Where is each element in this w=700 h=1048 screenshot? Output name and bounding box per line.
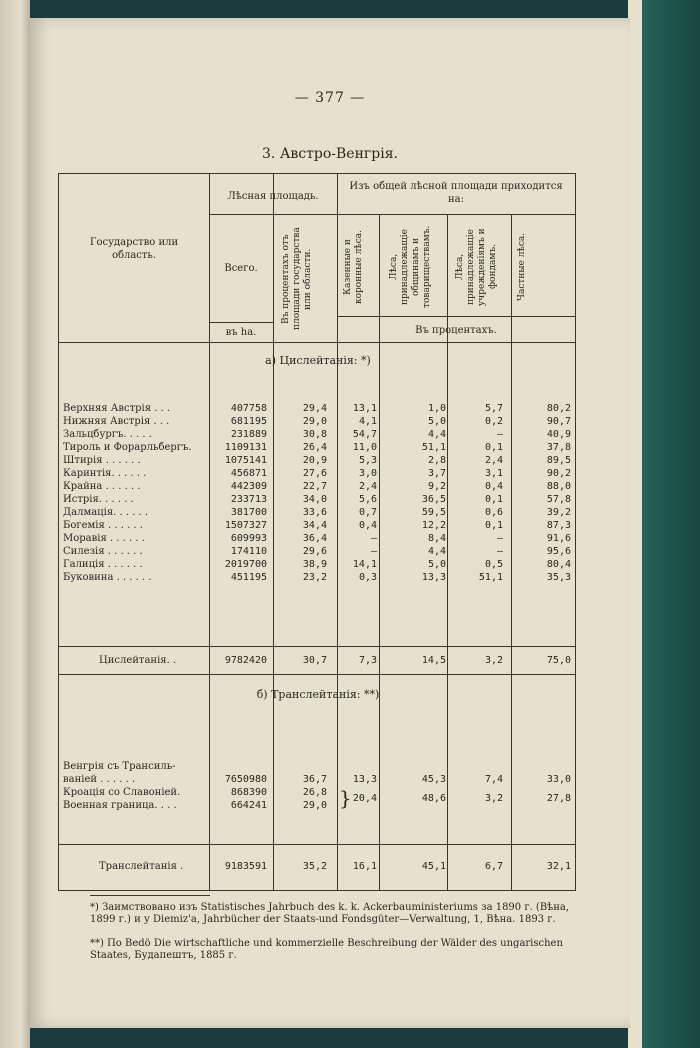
cell-p4: 35,3 [546,572,571,583]
cell-name: Военная граница. . . . [63,800,177,811]
section-b-total-row: Транслейтанія . 9183591 35,2 16,1 45,1 6,7 32,1 [99,861,571,872]
cell-area: 233713 [230,494,267,505]
cell-p3: 7,4 [484,774,503,785]
cell-name: Нижняя Австрія . . . [63,416,170,427]
cell-p4: 90,2 [546,468,571,479]
cell-p4: 88,0 [546,481,571,492]
cell-p1: 5,6 [358,494,377,505]
section-a-label: а) Цислейтанія: *) [265,354,371,367]
cell-p3: — [496,429,503,440]
cell-p1: 0,7 [358,507,377,518]
table-row [59,493,577,506]
header-pct-area: Въ процентахъ отъ площади государства или области. [281,227,313,331]
cell-pct: 26,8 [302,787,327,798]
cell-p2: 59,5 [421,507,446,518]
cell-pct: 26,4 [302,442,327,453]
cell-area: 407758 [230,403,267,414]
cell-name: Далмація. . . . . . [63,507,149,518]
header-total: Всего. [224,263,258,274]
cell-pct: 20,9 [302,455,327,466]
cell-area: 1075141 [224,455,267,466]
cell-pct: 27,6 [302,468,327,479]
cell-pct: 29,4 [302,403,327,414]
cell-name: Истрія. . . . . . [63,494,134,505]
cell-p3: — [496,546,503,557]
table-row [59,506,577,519]
cell-p3: 0,4 [484,481,503,492]
cell-area: 381700 [230,507,267,518]
table-row [59,467,577,480]
table-row [59,415,577,428]
footnote-2: **) По Bedö Die wirtschaftliche und kommerzielle Beschreibung der Wälder des ungarischen Staates, Будапештъ, 1885 г. [90,938,563,961]
cell-p3: 0,1 [484,520,503,531]
cell-p3: 0,1 [484,494,503,505]
header-in-pct: Въ процентахъ. [415,325,497,336]
header-communities: Лѣса, принадлежащіе общинамъ и товариществамъ. [389,225,432,309]
cell-p4: 57,8 [546,494,571,505]
cell-p1: 0,4 [358,520,377,531]
cell-p1: 2,4 [358,481,377,492]
cell-area: 868390 [230,787,267,798]
cell-p1: 4,1 [358,416,377,427]
table-row [59,428,577,441]
cell-p1: 3,0 [358,468,377,479]
header-state: Государство или область. [89,237,179,261]
cell-p4: 80,4 [546,559,571,570]
cell-name: Моравія . . . . . . [63,533,145,544]
cell-p2: 12,2 [421,520,446,531]
cell-p3: 3,1 [484,468,503,479]
cell-pct: 29,0 [302,416,327,427]
cell-name: Крайна . . . . . . [63,481,141,492]
cell-name: Кроація со Славоніей. [63,787,181,798]
page-title: 3. Австро-Венгрія. [262,146,398,162]
table-row [59,571,577,584]
cell-pct: 38,9 [302,559,327,570]
cell-pct: 36,4 [302,533,327,544]
table-row [59,402,577,415]
cell-p2: 9,2 [427,481,446,492]
cell-p4: 39,2 [546,507,571,518]
cell-p4: 33,0 [546,774,571,785]
cell-p2: 8,4 [427,533,446,544]
cell-p1: — [370,546,377,557]
cell-p2: 4,4 [427,429,446,440]
cell-p2: 36,5 [421,494,446,505]
table-row [59,558,577,571]
cell-pct: 23,2 [302,572,327,583]
cell-p2: 4,4 [427,546,446,557]
header-private: Частные лѣса. [517,232,527,302]
cell-p1: 54,7 [352,429,377,440]
cell-name: Зальцбургъ. . . . . [63,429,152,440]
cell-p1: 14,1 [352,559,377,570]
cell-area: 231889 [230,429,267,440]
cell-area: 1507327 [224,520,267,531]
page-number: — 377 — [294,90,366,106]
cell-p4: 90,7 [546,416,571,427]
table-row [59,441,577,454]
cell-name: Тироль и Форарльбергъ. [63,442,192,453]
cell-p4: 87,3 [546,520,571,531]
cell-name: Галиція . . . . . . [63,559,143,570]
cell-pct: 29,0 [302,800,327,811]
cell-p3: 51,1 [478,572,503,583]
header-forest-area: Лѣсная площадь. [227,191,319,202]
cell-p3: 0,1 [484,442,503,453]
cell-p4: 95,6 [546,546,571,557]
table-row [59,773,577,786]
table-row [59,519,577,532]
footnote-1: *) Заимствовано изъ Statistisches Jahrbuch des k. k. Ackerbauministeriums за 1890 г. (Вѣна, 1899 г.) и у Diemiz'a, Jahrbücher der Staats-und Fondsgüter—Verwaltung, 1, Вѣна. 1893 г. [90,902,570,925]
cell-pct: 34,4 [302,520,327,531]
cell-pct: 30,8 [302,429,327,440]
cell-p4: 80,2 [546,403,571,414]
merge-brace: } [339,786,352,810]
cell-name: Силезія . . . . . . [63,546,143,557]
cell-p1: 13,3 [352,774,377,785]
header-state-forests: Казенные и коронные лѣса. [343,230,364,304]
cell-p1: — [370,533,377,544]
table-row [59,532,577,545]
cell-name: Верхняя Австрія . . . [63,403,171,414]
section-a-total-row: Цислейтанія. . 9782420 30,7 7,3 14,5 3,2 75,0 [99,655,571,666]
cell-area: 174110 [230,546,267,557]
cell-p4: 91,6 [546,533,571,544]
cell-name: ваніей . . . . . . [63,774,136,785]
cell-p3: 0,6 [484,507,503,518]
cell-p3: 2,4 [484,455,503,466]
cell-p2: 5,0 [427,559,446,570]
cell-p3: — [496,533,503,544]
cell-p3: 5,7 [484,403,503,414]
cell-name: Штирія . . . . . . [63,455,141,466]
cell-p1: 5,3 [358,455,377,466]
cell-p2: 51,1 [421,442,446,453]
header-share: Изъ общей лѣсной площади приходится на: [349,181,563,205]
book-page [30,18,630,1028]
cell-pct: 33,6 [302,507,327,518]
cell-pct: 36,7 [302,774,327,785]
cell-area: 456871 [230,468,267,479]
page-stack-edge [628,0,642,1048]
cell-name: Каринтія. . . . . . [63,468,147,479]
cell-p3: 0,2 [484,416,503,427]
cell-area: 442309 [230,481,267,492]
cell-area: 609993 [230,533,267,544]
left-page-edge [0,0,30,1048]
section-b-merged-row: 20,4 48,6 3,2 27,8 [352,793,571,804]
header-unit: въ ha. [225,327,257,338]
cell-p2: 45,3 [421,774,446,785]
cell-p1: 11,0 [352,442,377,453]
cell-p2: 3,7 [427,468,446,479]
cell-p3: 0,5 [484,559,503,570]
cell-area: 681195 [230,416,267,427]
cell-name: Богемія . . . . . . [63,520,143,531]
cell-p1: 13,1 [352,403,377,414]
cell-area: 664241 [230,800,267,811]
cell-p4: 37,8 [546,442,571,453]
cell-p4: 89,5 [546,455,571,466]
cell-p2: 5,0 [427,416,446,427]
header-institutions: Лѣса, принадлежащіе учрежденіямъ и фондамъ. [455,228,498,306]
cell-name: Буковина . . . . . . [63,572,152,583]
table-row [59,480,577,493]
cell-p4: 40,9 [546,429,571,440]
cell-area: 451195 [230,572,267,583]
cell-pct: 22,7 [302,481,327,492]
forest-table [58,173,576,891]
cell-pct: 29,6 [302,546,327,557]
cell-p2: 13,3 [421,572,446,583]
cell-p2: 1,0 [427,403,446,414]
cell-name: Венгрія съ Трансиль- [63,761,176,772]
section-b-label: б) Транслейтанія: **) [256,688,380,701]
footnote-rule [90,895,210,896]
table-row [59,545,577,558]
cell-p1: 0,3 [358,572,377,583]
cell-area: 1109131 [224,442,267,453]
cell-pct: 34,0 [302,494,327,505]
cell-p2: 2,8 [427,455,446,466]
cell-area: 7650980 [224,774,267,785]
table-row [59,760,577,773]
table-row [59,454,577,467]
cell-area: 2019700 [224,559,267,570]
